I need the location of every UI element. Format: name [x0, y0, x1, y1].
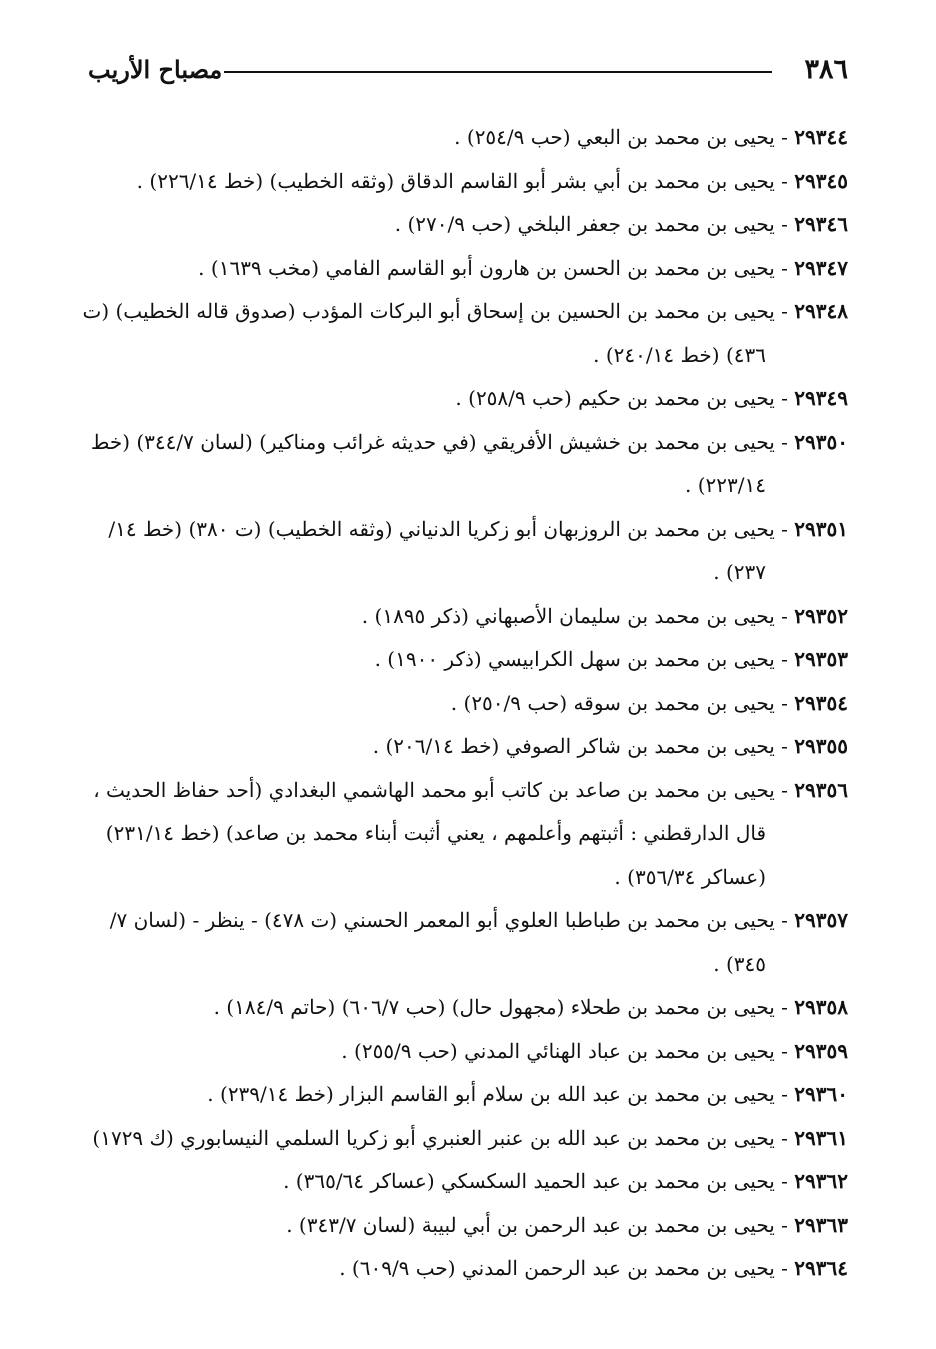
entry-text: - يحيى بن محمد بن أبي بشر أبو القاسم الدقاق (وثقه الخطيب) (خط ٢٢٦/١٤) .	[136, 168, 795, 193]
entry-29363	[76, 1204, 848, 1248]
entry-29350	[76, 421, 848, 508]
entry-29346	[76, 203, 848, 247]
entry-29356	[76, 769, 848, 900]
entry-text: - يحيى بن محمد بن الحسين بن إسحاق أبو البركات المؤدب (صدوق قاله الخطيب) (ت ٤٣٦) (خط ٢٤٠/١٤) .	[82, 299, 795, 367]
entry-29345	[76, 160, 848, 204]
entry-text: - يحيى بن محمد بن سهل الكرابيسي (ذكر ١٩٠٠) .	[374, 647, 795, 671]
entry-29362	[76, 1160, 848, 1204]
entry-number: ٢٩٣٤٤	[794, 125, 848, 149]
entry-29361	[76, 1117, 848, 1161]
entry-text: - يحيى بن محمد بن طباطبا العلوي أبو المعمر الحسني (ت ٤٧٨) - ينظر - (لسان ٧/ ٣٤٥) .	[109, 908, 795, 976]
entry-29344	[76, 116, 848, 160]
entry-text: - يحيى بن محمد بن عبد الله بن سلام أبو القاسم البزار (خط ٢٣٩/١٤) .	[207, 1082, 795, 1106]
entry-number: ٢٩٣٦٣	[794, 1212, 848, 1237]
page-number: ٣٨٦	[804, 54, 848, 85]
entry-number: ٢٩٣٦٠	[794, 1082, 848, 1106]
entry-number: ٢٩٣٦٢	[794, 1169, 848, 1193]
entry-29359	[76, 1030, 848, 1074]
entry-text: - يحيى بن محمد بن عبد الله بن عنبر العنبري أبو زكريا السلمي النيسابوري (ك ١٧٢٩)	[92, 1125, 795, 1150]
entry-number: ٢٩٣٥٧	[794, 908, 848, 932]
entry-29355	[76, 725, 848, 769]
entry-29364	[76, 1247, 848, 1291]
entry-number: ٢٩٣٥٠	[794, 429, 848, 454]
header-rule	[224, 71, 772, 73]
entry-text: - يحيى بن محمد بن عبد الرحمن بن أبي لبيبة (لسان ٣٤٣/٧) .	[286, 1212, 795, 1237]
entry-number: ٢٩٣٥٢	[794, 603, 848, 628]
entry-text: - يحيى بن محمد بن الروزبهان أبو زكريا الدنياني (وثقه الخطيب) (ت ٣٨٠) (خط ١٤/ ٢٣٧) .	[108, 516, 795, 584]
entry-29354	[76, 682, 848, 726]
entry-29348	[76, 290, 848, 377]
entry-text: - يحيى بن محمد بن عبد الرحمن المدني (حب ٦٠٩/٩) .	[339, 1256, 795, 1280]
entry-number: ٢٩٣٤٥	[794, 168, 848, 193]
entry-text: - يحيى بن محمد بن حكيم (حب ٢٥٨/٩) .	[455, 386, 795, 410]
entry-29360	[76, 1073, 848, 1117]
entry-number: ٢٩٣٥٣	[794, 647, 848, 671]
entry-number: ٢٩٣٤٨	[794, 299, 848, 323]
entry-number: ٢٩٣٤٧	[794, 255, 848, 280]
entry-number: ٢٩٣٥٦	[794, 777, 848, 802]
entry-29358	[76, 986, 848, 1030]
entry-29352	[76, 595, 848, 639]
entry-29353	[76, 638, 848, 682]
entry-text: - يحيى بن محمد بن جعفر البلخي (حب ٢٧٠/٩) .	[394, 212, 795, 236]
entry-text: - يحيى بن محمد بن صاعد بن كاتب أبو محمد الهاشمي البغدادي (أحد حفاظ الحديث ، قال الدارقطني : أثبتهم وأعلمهم ، يعني أثبت أبناء محمد بن صاعد) (خط ٢٣١/١٤) (عساكر ٣٥٦/٣٤) .	[93, 777, 795, 889]
entry-number: ٢٩٣٤٦	[794, 212, 848, 236]
entry-list	[76, 116, 848, 1291]
book-title: مصباح الأريب	[88, 55, 223, 84]
entry-29349	[76, 377, 848, 421]
entry-text: - يحيى بن محمد بن البعي (حب ٢٥٤/٩) .	[454, 125, 795, 149]
entry-number: ٢٩٣٥٩	[794, 1038, 848, 1063]
entry-number: ٢٩٣٥٤	[794, 690, 848, 715]
entry-text: - يحيى بن محمد بن عباد الهنائي المدني (حب ٢٥٥/٩) .	[341, 1038, 795, 1063]
entry-number: ٢٩٣٦١	[794, 1125, 848, 1150]
entry-text: - يحيى بن محمد بن خشيش الأفريقي (في حديثه غرائب ومناكير) (لسان ٣٤٤/٧) (خط ٢٢٣/١٤) .	[90, 429, 795, 497]
entry-29357	[76, 899, 848, 986]
entry-number: ٢٩٣٤٩	[794, 386, 848, 410]
entry-text: - يحيى بن محمد بن طحلاء (مجهول حال) (حب ٦٠٦/٧) (حاتم ١٨٤/٩) .	[213, 995, 795, 1019]
page-header	[88, 52, 848, 92]
entry-number: ٢٩٣٥٨	[794, 995, 848, 1019]
entry-text: - يحيى بن محمد بن الحسن بن هارون أبو القاسم الفامي (مخب ١٦٣٩) .	[198, 255, 795, 280]
entry-text: - يحيى بن محمد بن شاكر الصوفي (خط ٢٠٦/١٤) .	[372, 734, 795, 758]
entry-number: ٢٩٣٦٤	[794, 1256, 848, 1280]
entry-29347	[76, 247, 848, 291]
entry-text: - يحيى بن محمد بن سوقه (حب ٢٥٠/٩) .	[450, 690, 795, 715]
entry-text: - يحيى بن محمد بن عبد الحميد السكسكي (عساكر ٣٦٥/٦٤) .	[283, 1169, 795, 1193]
entry-number: ٢٩٣٥١	[794, 516, 848, 541]
entry-29351	[76, 508, 848, 595]
entry-number: ٢٩٣٥٥	[794, 734, 848, 758]
entry-text: - يحيى بن محمد بن سليمان الأصبهاني (ذكر ١٨٩٥) .	[361, 603, 795, 628]
